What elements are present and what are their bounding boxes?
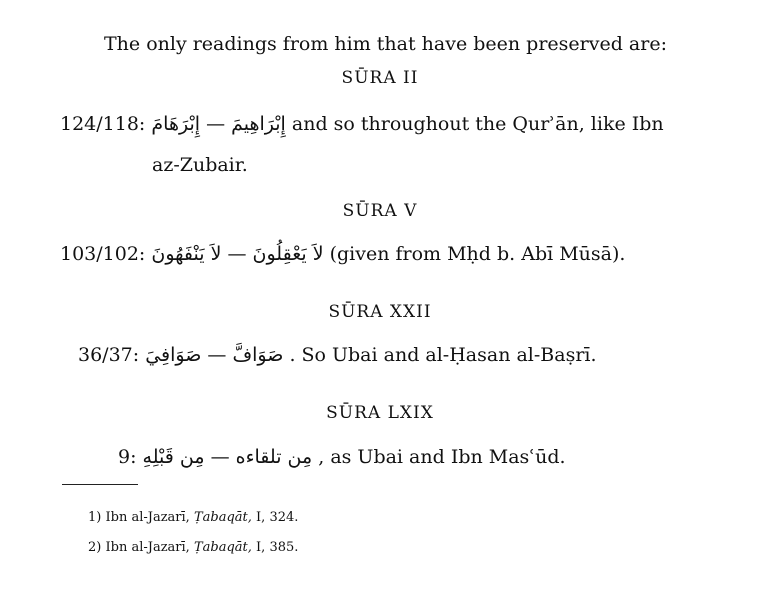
reading-line: [78, 343, 597, 367]
arabic-reading-variant: لاَ يَنْفَهُونَ: [151, 243, 222, 265]
footnote-title: Ṭabaqāt,: [193, 510, 252, 525]
arabic-reading-variant: إِبْرَهَامَ: [151, 113, 201, 135]
reading-comment: and so throughout the Qurʾān, like Ibn: [291, 113, 664, 135]
footnote-reference: I, 324.: [256, 510, 299, 525]
arabic-reading-standard: لاَ يَعْقِلُونَ: [252, 243, 324, 265]
footnote-mark: 1): [88, 510, 102, 525]
sura-heading: SŪRA XXII: [328, 302, 432, 322]
arabic-reading-variant: صَوَافِيَ: [145, 344, 202, 366]
verse-number: 124/118:: [60, 113, 146, 135]
arabic-reading-variant: مِن قَبْلِهِ: [142, 446, 205, 468]
footnote-title: Ṭabaqāt,: [193, 540, 252, 555]
reading-comment: . So Ubai and al-Ḥasan al-Baṣrī.: [289, 344, 597, 366]
dash: —: [206, 113, 226, 135]
footnote-mark: 2): [88, 540, 102, 555]
footnote: [88, 510, 298, 526]
reading-line: [118, 445, 566, 469]
reading-line: [60, 112, 664, 136]
intro-text: The only readings from him that have been preserved are:: [104, 33, 667, 55]
arabic-reading-standard: صَوَافَّ: [232, 344, 284, 366]
footnote-author: Ibn al-Jazarī,: [105, 510, 190, 525]
arabic-reading-standard: مِن تلقاءه: [235, 446, 313, 468]
reading-comment: (given from Mḥd b. Abī Mūsā).: [329, 243, 626, 265]
sura-heading: SŪRA LXIX: [326, 403, 434, 423]
dash: —: [207, 344, 227, 366]
verse-number: 9:: [118, 446, 137, 468]
verse-number: 36/37:: [78, 344, 140, 366]
reading-comment: , as Ubai and Ibn Masʿūd.: [318, 446, 566, 468]
sura-heading: SŪRA II: [341, 68, 419, 88]
footnote-author: Ibn al-Jazarī,: [105, 540, 190, 555]
dash: —: [227, 243, 247, 265]
footnote-rule: [62, 484, 138, 485]
footnote: [88, 540, 298, 556]
arabic-reading-standard: إِبْرَاهِيمَ: [231, 113, 286, 135]
sura-heading: SŪRA V: [342, 201, 418, 221]
reading-comment-continued: az-Zubair.: [152, 154, 248, 176]
reading-line: [60, 242, 625, 266]
verse-number: 103/102:: [60, 243, 146, 265]
footnote-reference: I, 385.: [256, 540, 299, 555]
dash: —: [210, 446, 230, 468]
